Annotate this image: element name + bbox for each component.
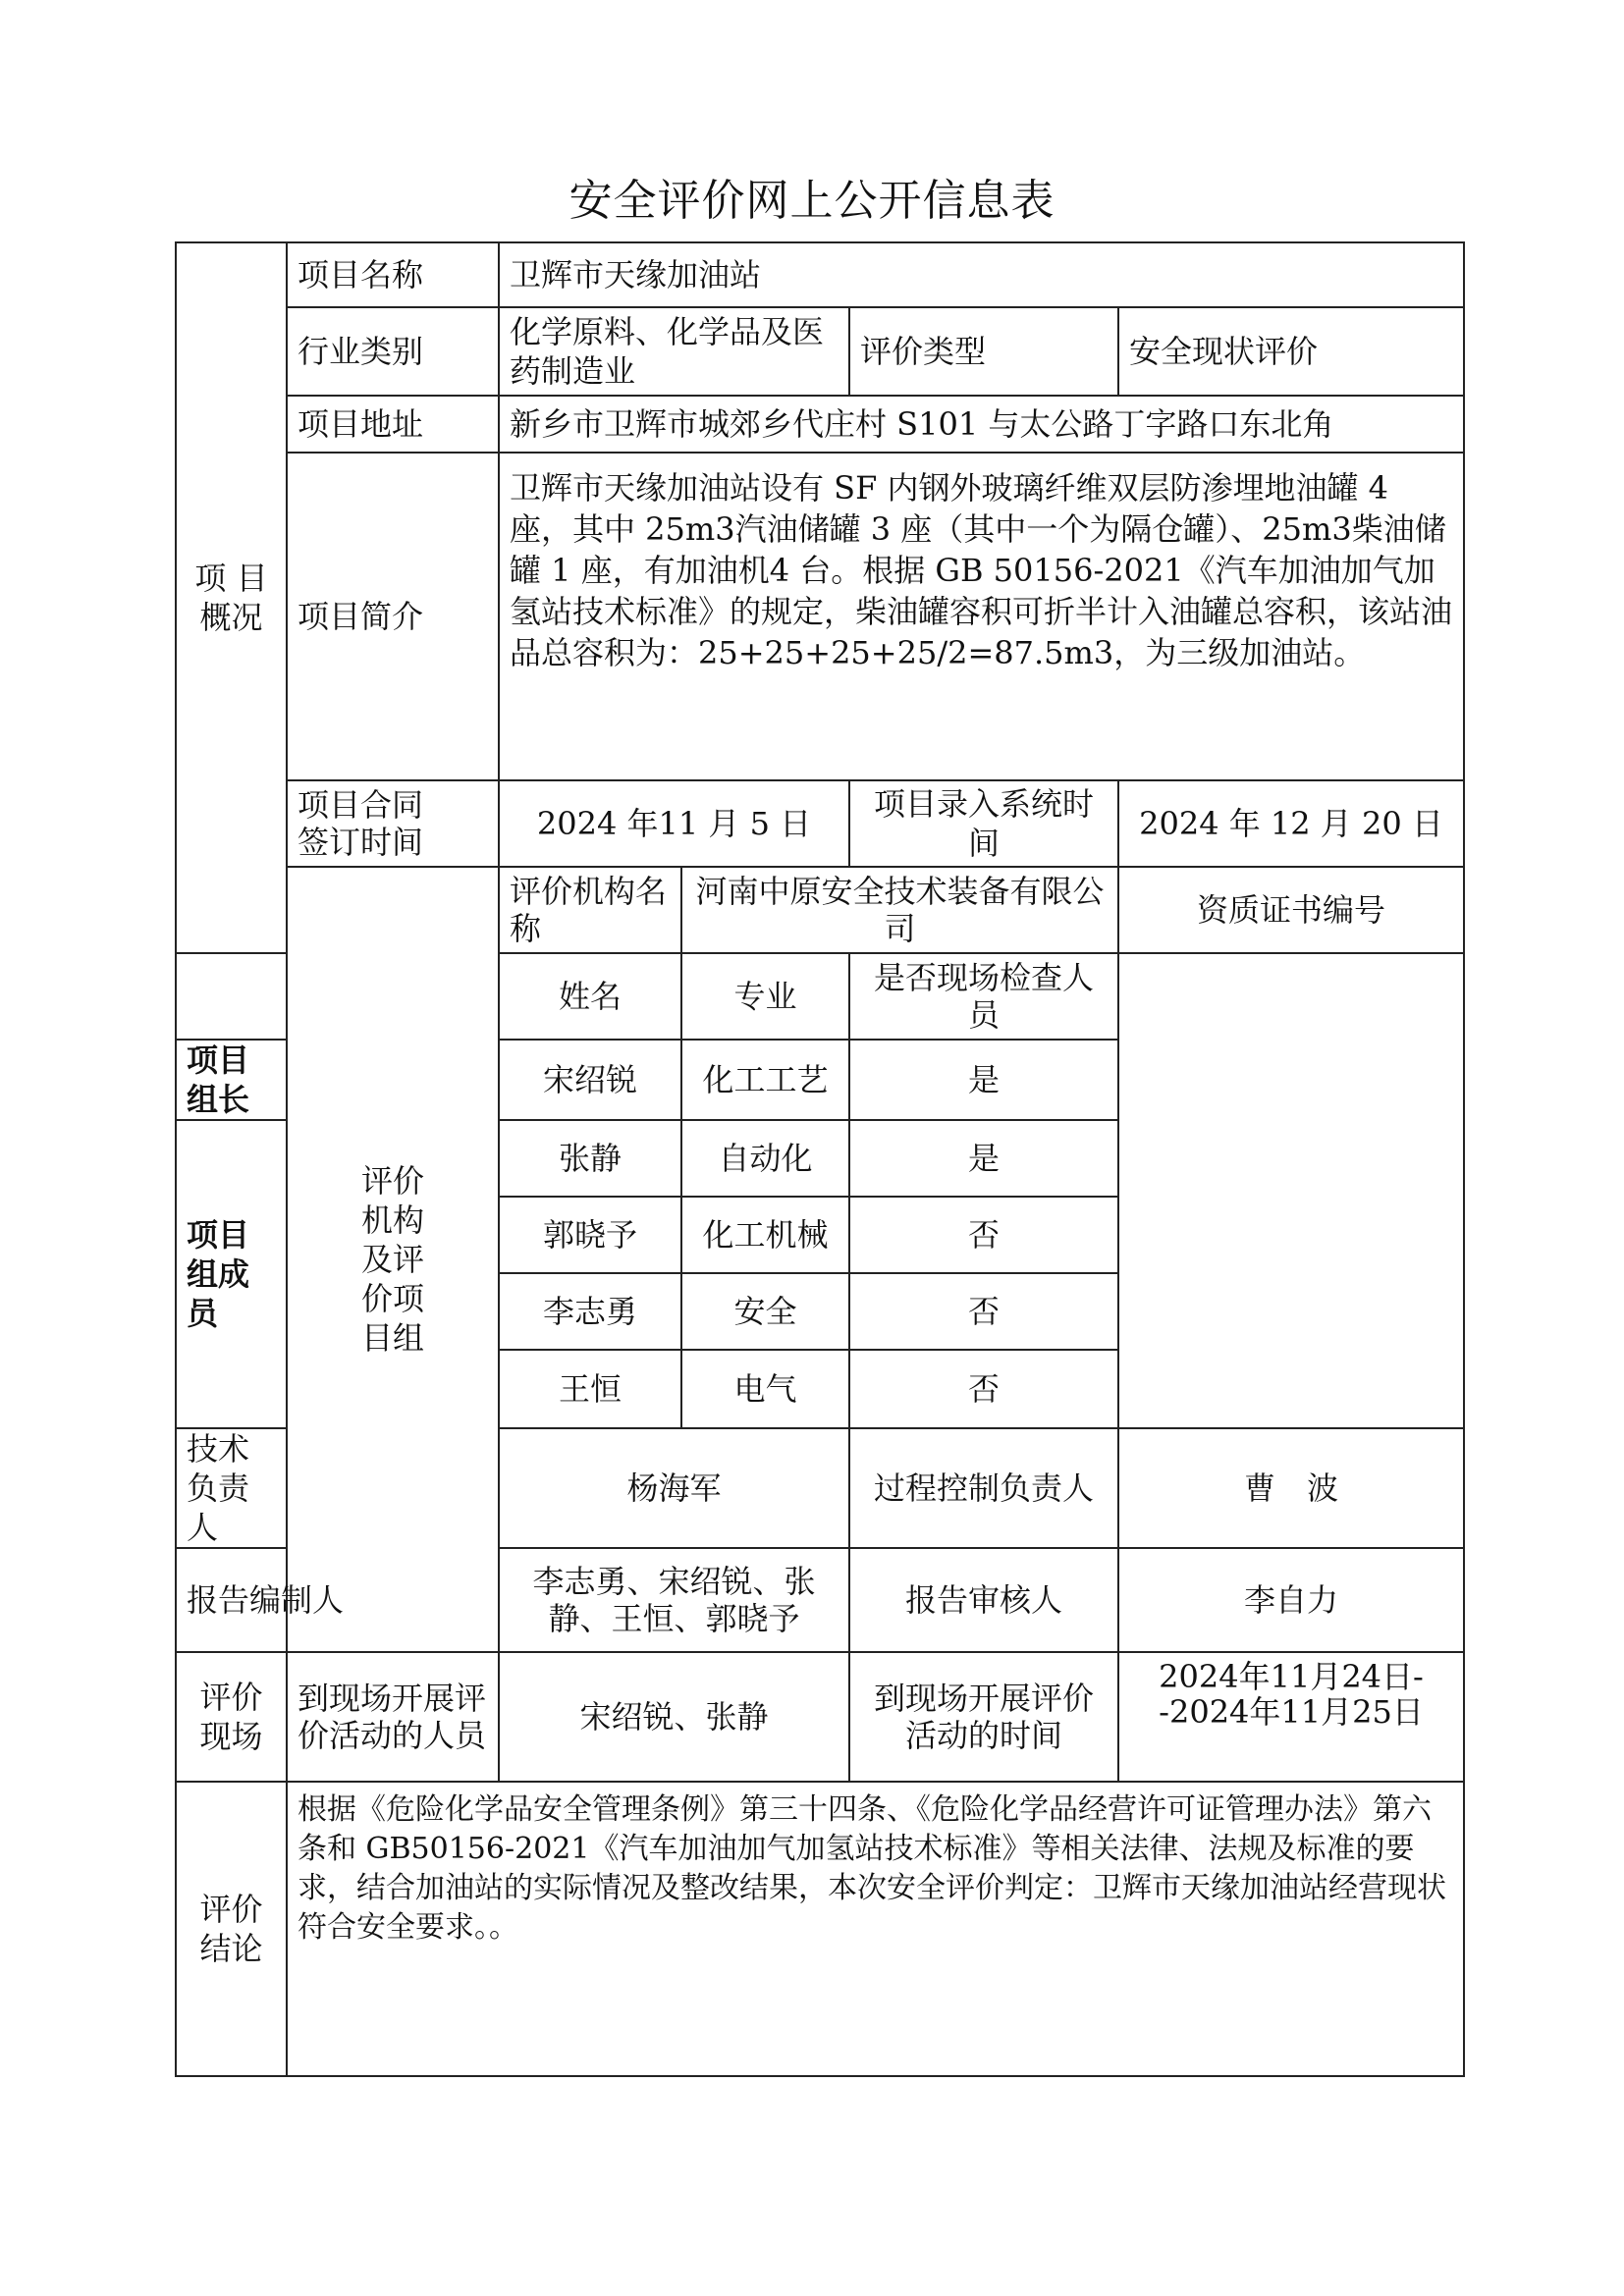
member-name: 郭晓予: [499, 1197, 681, 1273]
member-name: 张静: [499, 1120, 681, 1197]
intro-label: 项目简介: [287, 453, 499, 780]
team-blank-area: [1118, 953, 1464, 1428]
leader-name: 宋绍锐: [499, 1040, 681, 1120]
project-name-label: 项目名称: [287, 242, 499, 307]
leader-label: 项目组长: [176, 1040, 287, 1120]
intro-value: 卫辉市天缘加油站设有 SF 内钢外玻璃纤维双层防渗埋地油罐 4 座，其中 25m3汽油储罐 3 座（其中一个为隔仓罐）、25m3柴油储罐 1 座，有加油机4 台。根据 GB 50156-2021《汽车加油加气加氢站技术标准》的规定，柴油罐容积可折半计入油罐总容积，该站油品总容积为：25+25+25+25/2=87.5m3，为三级加油站。: [499, 453, 1464, 780]
member-name: 王恒: [499, 1350, 681, 1428]
leader-major: 化工工艺: [681, 1040, 849, 1120]
address-value: 新乡市卫辉市城郊乡代庄村 S101 与太公路丁字路口东北角: [499, 396, 1464, 453]
section-overview: 项 目 概况: [176, 242, 287, 953]
members-label: 项目组成员: [176, 1120, 287, 1428]
agency-name-value: 河南中原安全技术装备有限公司: [681, 867, 1118, 953]
section-conclusion: 评价 结论: [176, 1782, 287, 2076]
team-header-blank: [176, 953, 287, 1040]
report-author-label: 报告编制人: [176, 1548, 499, 1652]
report-reviewer-label: 报告审核人: [849, 1548, 1118, 1652]
col-major-header: 专业: [681, 953, 849, 1040]
member-name: 李志勇: [499, 1273, 681, 1350]
member-major: 化工机械: [681, 1197, 849, 1273]
process-lead-value: 曹 波: [1118, 1428, 1464, 1548]
member-onsite: 是: [849, 1120, 1118, 1197]
tech-lead-value: 杨海军: [499, 1428, 849, 1548]
onsite-time-value: 2024年11月24日--2024年11月25日: [1118, 1652, 1464, 1782]
member-onsite: 否: [849, 1197, 1118, 1273]
onsite-people-label: 到现场开展评价活动的人员: [287, 1652, 499, 1782]
cert-no-label: 资质证书编号: [1118, 867, 1464, 953]
address-label: 项目地址: [287, 396, 499, 453]
col-onsite-header: 是否现场检查人员: [849, 953, 1118, 1040]
contract-time-value: 2024 年11 月 5 日: [499, 780, 849, 867]
col-name-header: 姓名: [499, 953, 681, 1040]
process-lead-label: 过程控制负责人: [849, 1428, 1118, 1548]
project-name-value: 卫辉市天缘加油站: [499, 242, 1464, 307]
member-major: 自动化: [681, 1120, 849, 1197]
eval-type-value: 安全现状评价: [1118, 307, 1464, 396]
onsite-people-value: 宋绍锐、张静: [499, 1652, 849, 1782]
member-major: 安全: [681, 1273, 849, 1350]
entry-time-label: 项目录入系统时间: [849, 780, 1118, 867]
industry-label: 行业类别: [287, 307, 499, 396]
onsite-time-label: 到现场开展评价活动的时间: [849, 1652, 1118, 1782]
industry-value: 化学原料、化学品及医药制造业: [499, 307, 849, 396]
contract-time-label: 项目合同 签订时间: [287, 780, 499, 867]
member-major: 电气: [681, 1350, 849, 1428]
member-onsite: 否: [849, 1273, 1118, 1350]
agency-name-label: 评价机构名称: [499, 867, 681, 953]
leader-onsite: 是: [849, 1040, 1118, 1120]
section-site: 评价 现场: [176, 1652, 287, 1782]
info-table: [175, 241, 1465, 2077]
member-onsite: 否: [849, 1350, 1118, 1428]
entry-time-value: 2024 年 12 月 20 日: [1118, 780, 1464, 867]
report-reviewer-value: 李自力: [1118, 1548, 1464, 1652]
report-author-value: 李志勇、宋绍锐、张静、王恒、郭晓予: [499, 1548, 849, 1652]
tech-lead-label: 技术负责人: [176, 1428, 287, 1548]
eval-type-label: 评价类型: [849, 307, 1118, 396]
page-title: 安全评价网上公开信息表: [568, 176, 1056, 226]
section-agency: 评价 机构 及评 价项 目组: [287, 867, 499, 1652]
conclusion-text: 根据《危险化学品安全管理条例》第三十四条、《危险化学品经营许可证管理办法》第六条和 GB50156-2021《汽车加油加气加氢站技术标准》等相关法律、法规及标准的要求，结合加油站的实际情况及整改结果，本次安全评价判定：卫辉市天缘加油站经营现状符合安全要求。。: [287, 1782, 1464, 2076]
